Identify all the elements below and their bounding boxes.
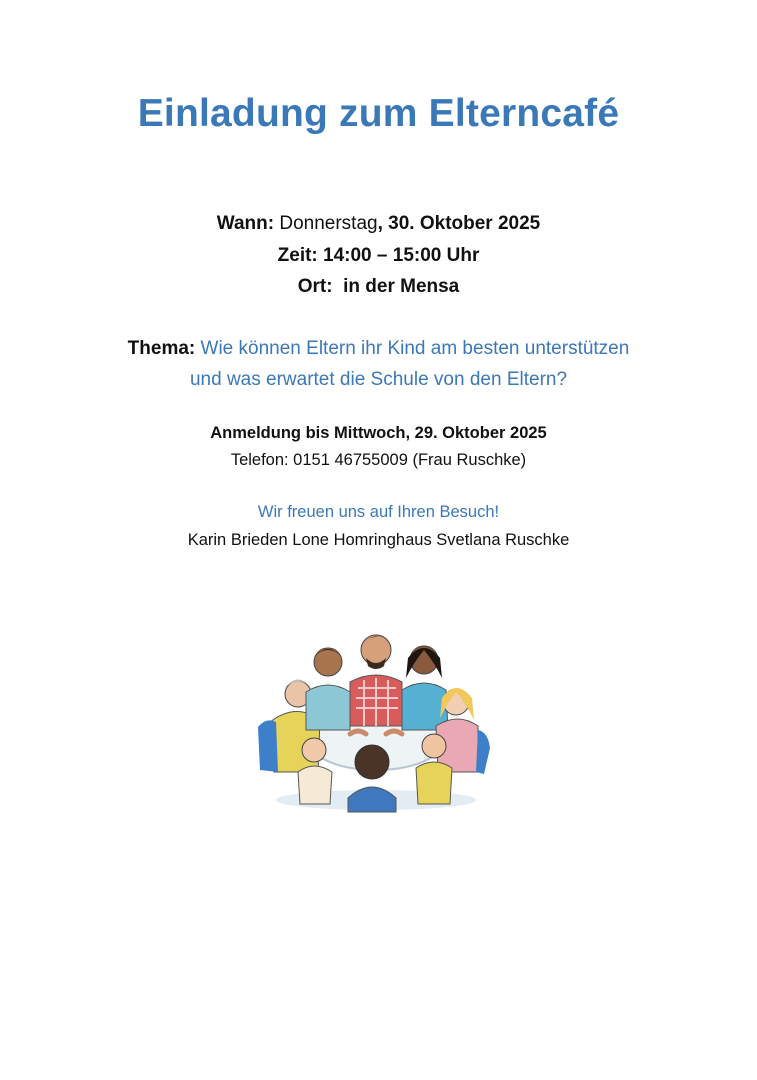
registration-phone: Telefon: 0151 46755009 (Frau Ruschke) xyxy=(230,451,527,469)
topic-text-1: Wie können Eltern ihr Kind am besten unterstützen xyxy=(200,338,630,359)
page-title: Einladung zum Elterncafé xyxy=(137,92,620,135)
organizer-names: Karin Brieden Lone Homringhaus Svetlana Ruschke xyxy=(187,531,570,549)
when-label: Wann: xyxy=(216,213,275,234)
time-value: 14:00 – 15:00 Uhr xyxy=(323,245,480,266)
registration-deadline: Anmeldung bis Mittwoch, 29. Oktober 2025 xyxy=(210,424,547,442)
place-value: in der Mensa xyxy=(343,276,460,297)
when-line xyxy=(0,212,757,236)
place-line xyxy=(0,275,757,299)
parents-circle-illustration xyxy=(246,622,506,822)
time-line xyxy=(0,244,757,268)
when-date: , 30. Oktober 2025 xyxy=(377,213,541,234)
topic-line-1 xyxy=(0,337,757,361)
closing-greeting: Wir freuen uns auf Ihren Besuch! xyxy=(257,503,500,521)
topic-label: Thema: xyxy=(127,338,196,359)
when-day: Donnerstag xyxy=(279,213,378,234)
place-label: Ort: xyxy=(297,276,333,297)
time-label: Zeit: xyxy=(277,245,318,266)
topic-text-2: und was erwartet die Schule von den Eltern? xyxy=(189,369,568,390)
